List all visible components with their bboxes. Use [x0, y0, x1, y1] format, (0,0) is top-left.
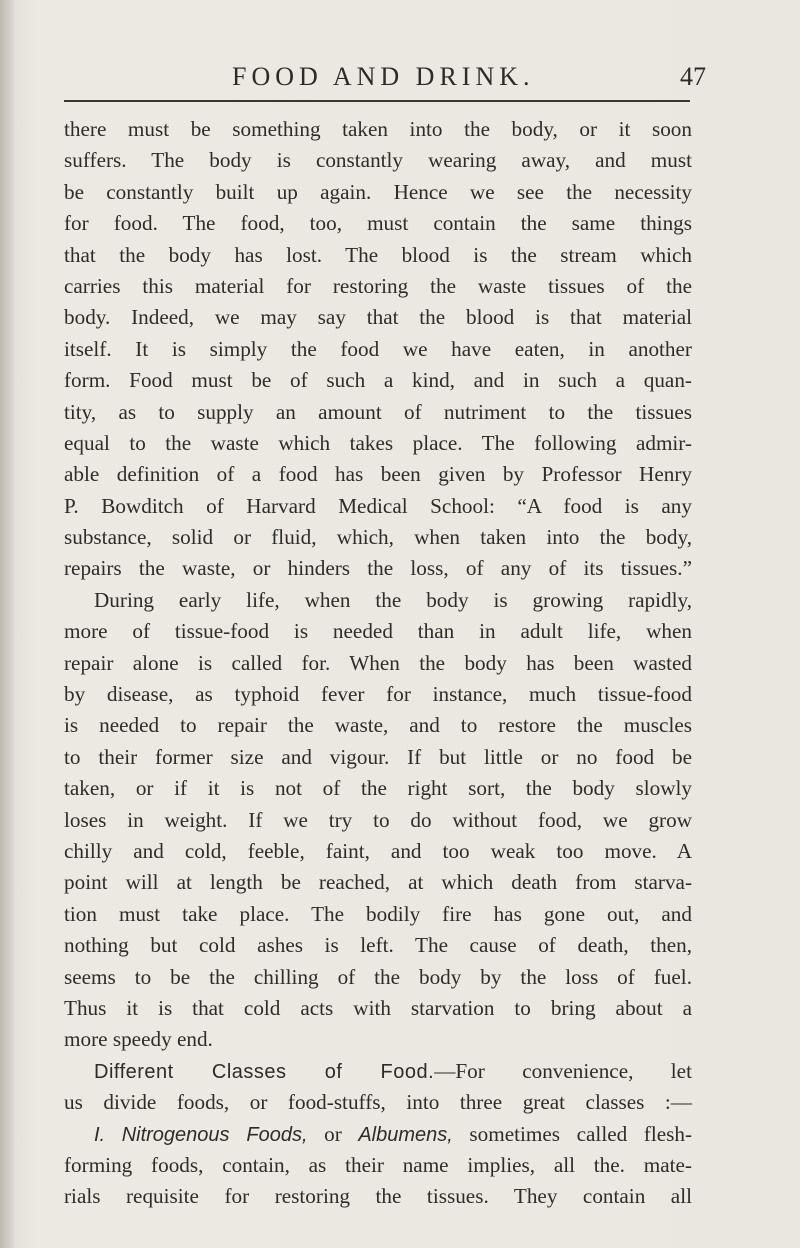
text-line: equal to the waste which takes place. The following admir-: [64, 430, 692, 455]
text-line: able definition of a food has been given by Professor Henry: [64, 462, 692, 487]
text-line: be constantly built up again. Hence we see the necessity: [64, 179, 692, 204]
text-line: During early life, when the body is growing rapidly,: [94, 587, 692, 612]
class-item-or: or: [324, 1121, 342, 1146]
text-line: loses in weight. If we try to do without food, we grow: [64, 807, 692, 832]
text-line: P. Bowditch of Harvard Medical School: “A food is any: [64, 493, 692, 518]
text-line: point will at length be reached, at which death from starva-: [64, 870, 692, 895]
text-line: for food. The food, too, must contain the same things: [64, 211, 692, 236]
text-line: more of tissue-food is needed than in adult life, when: [64, 619, 692, 644]
text-line: itself. It is simply the food we have eaten, in another: [64, 336, 692, 361]
body-text: [64, 114, 692, 1213]
text-line: chilly and cold, feeble, faint, and too weak too move. A: [64, 838, 692, 863]
text-line: rials requisite for restoring the tissues. They contain all: [64, 1184, 692, 1209]
text-line: form. Food must be of such a kind, and in such a quan-: [64, 368, 692, 393]
text-line: by disease, as typhoid fever for instance, much tissue-food: [64, 682, 692, 707]
section-heading-rest: —For convenience, let: [434, 1058, 692, 1083]
text-line: forming foods, contain, as their name implies, all the. mate-: [64, 1152, 692, 1177]
text-line: seems to be the chilling of the body by the loss of fuel.: [64, 964, 692, 989]
section-heading-line: [64, 1056, 692, 1087]
class-item-title: Nitrogenous Foods,: [121, 1123, 308, 1146]
text-line: tity, as to supply an amount of nutriment to the tissues: [64, 399, 692, 424]
text-line: carries this material for restoring the waste tissues of the: [64, 273, 692, 298]
page-number: 47: [680, 62, 706, 91]
class-item-number: I.: [94, 1123, 106, 1146]
text-line: nothing but cold ashes is left. The cause of death, then,: [64, 933, 692, 958]
text-line: is needed to repair the waste, and to restore the muscles: [64, 713, 692, 738]
text-line: repairs the waste, or hinders the loss, of any of its tissues.”: [64, 556, 692, 581]
text-line: Thus it is that cold acts with starvation to bring about a: [64, 995, 692, 1020]
running-title: FOOD AND DRINK.: [232, 62, 535, 91]
text-line: there must be something taken into the body, or it soon: [64, 117, 692, 141]
class-item-alt-title: Albumens,: [358, 1123, 453, 1146]
page-header: [0, 62, 800, 102]
section-heading: Different Classes of Food.: [94, 1060, 435, 1083]
text-line: tion must take place. The bodily fire has gone out, and: [64, 901, 692, 926]
text-line: repair alone is called for. When the body has been wasted: [64, 650, 692, 675]
text-line: more speedy end.: [64, 1027, 213, 1052]
text-line: to their former size and vigour. If but little or no food be: [64, 744, 692, 769]
binding-gutter: [0, 0, 14, 1248]
text-line: substance, solid or fluid, which, when taken into the body,: [64, 525, 692, 550]
text-line: us divide foods, or food-stuffs, into three great classes :—: [64, 1090, 692, 1115]
text-line: suffers. The body is constantly wearing away, and must: [64, 148, 692, 173]
text-line: that the body has lost. The blood is the stream which: [64, 242, 692, 267]
text-line: taken, or if it is not of the right sort, the body slowly: [64, 776, 692, 801]
text-line: body. Indeed, we may say that the blood is that material: [64, 305, 692, 330]
header-rule: [64, 100, 690, 102]
class-item-rest: sometimes called flesh-: [469, 1121, 693, 1146]
class-item-line: [64, 1119, 692, 1150]
